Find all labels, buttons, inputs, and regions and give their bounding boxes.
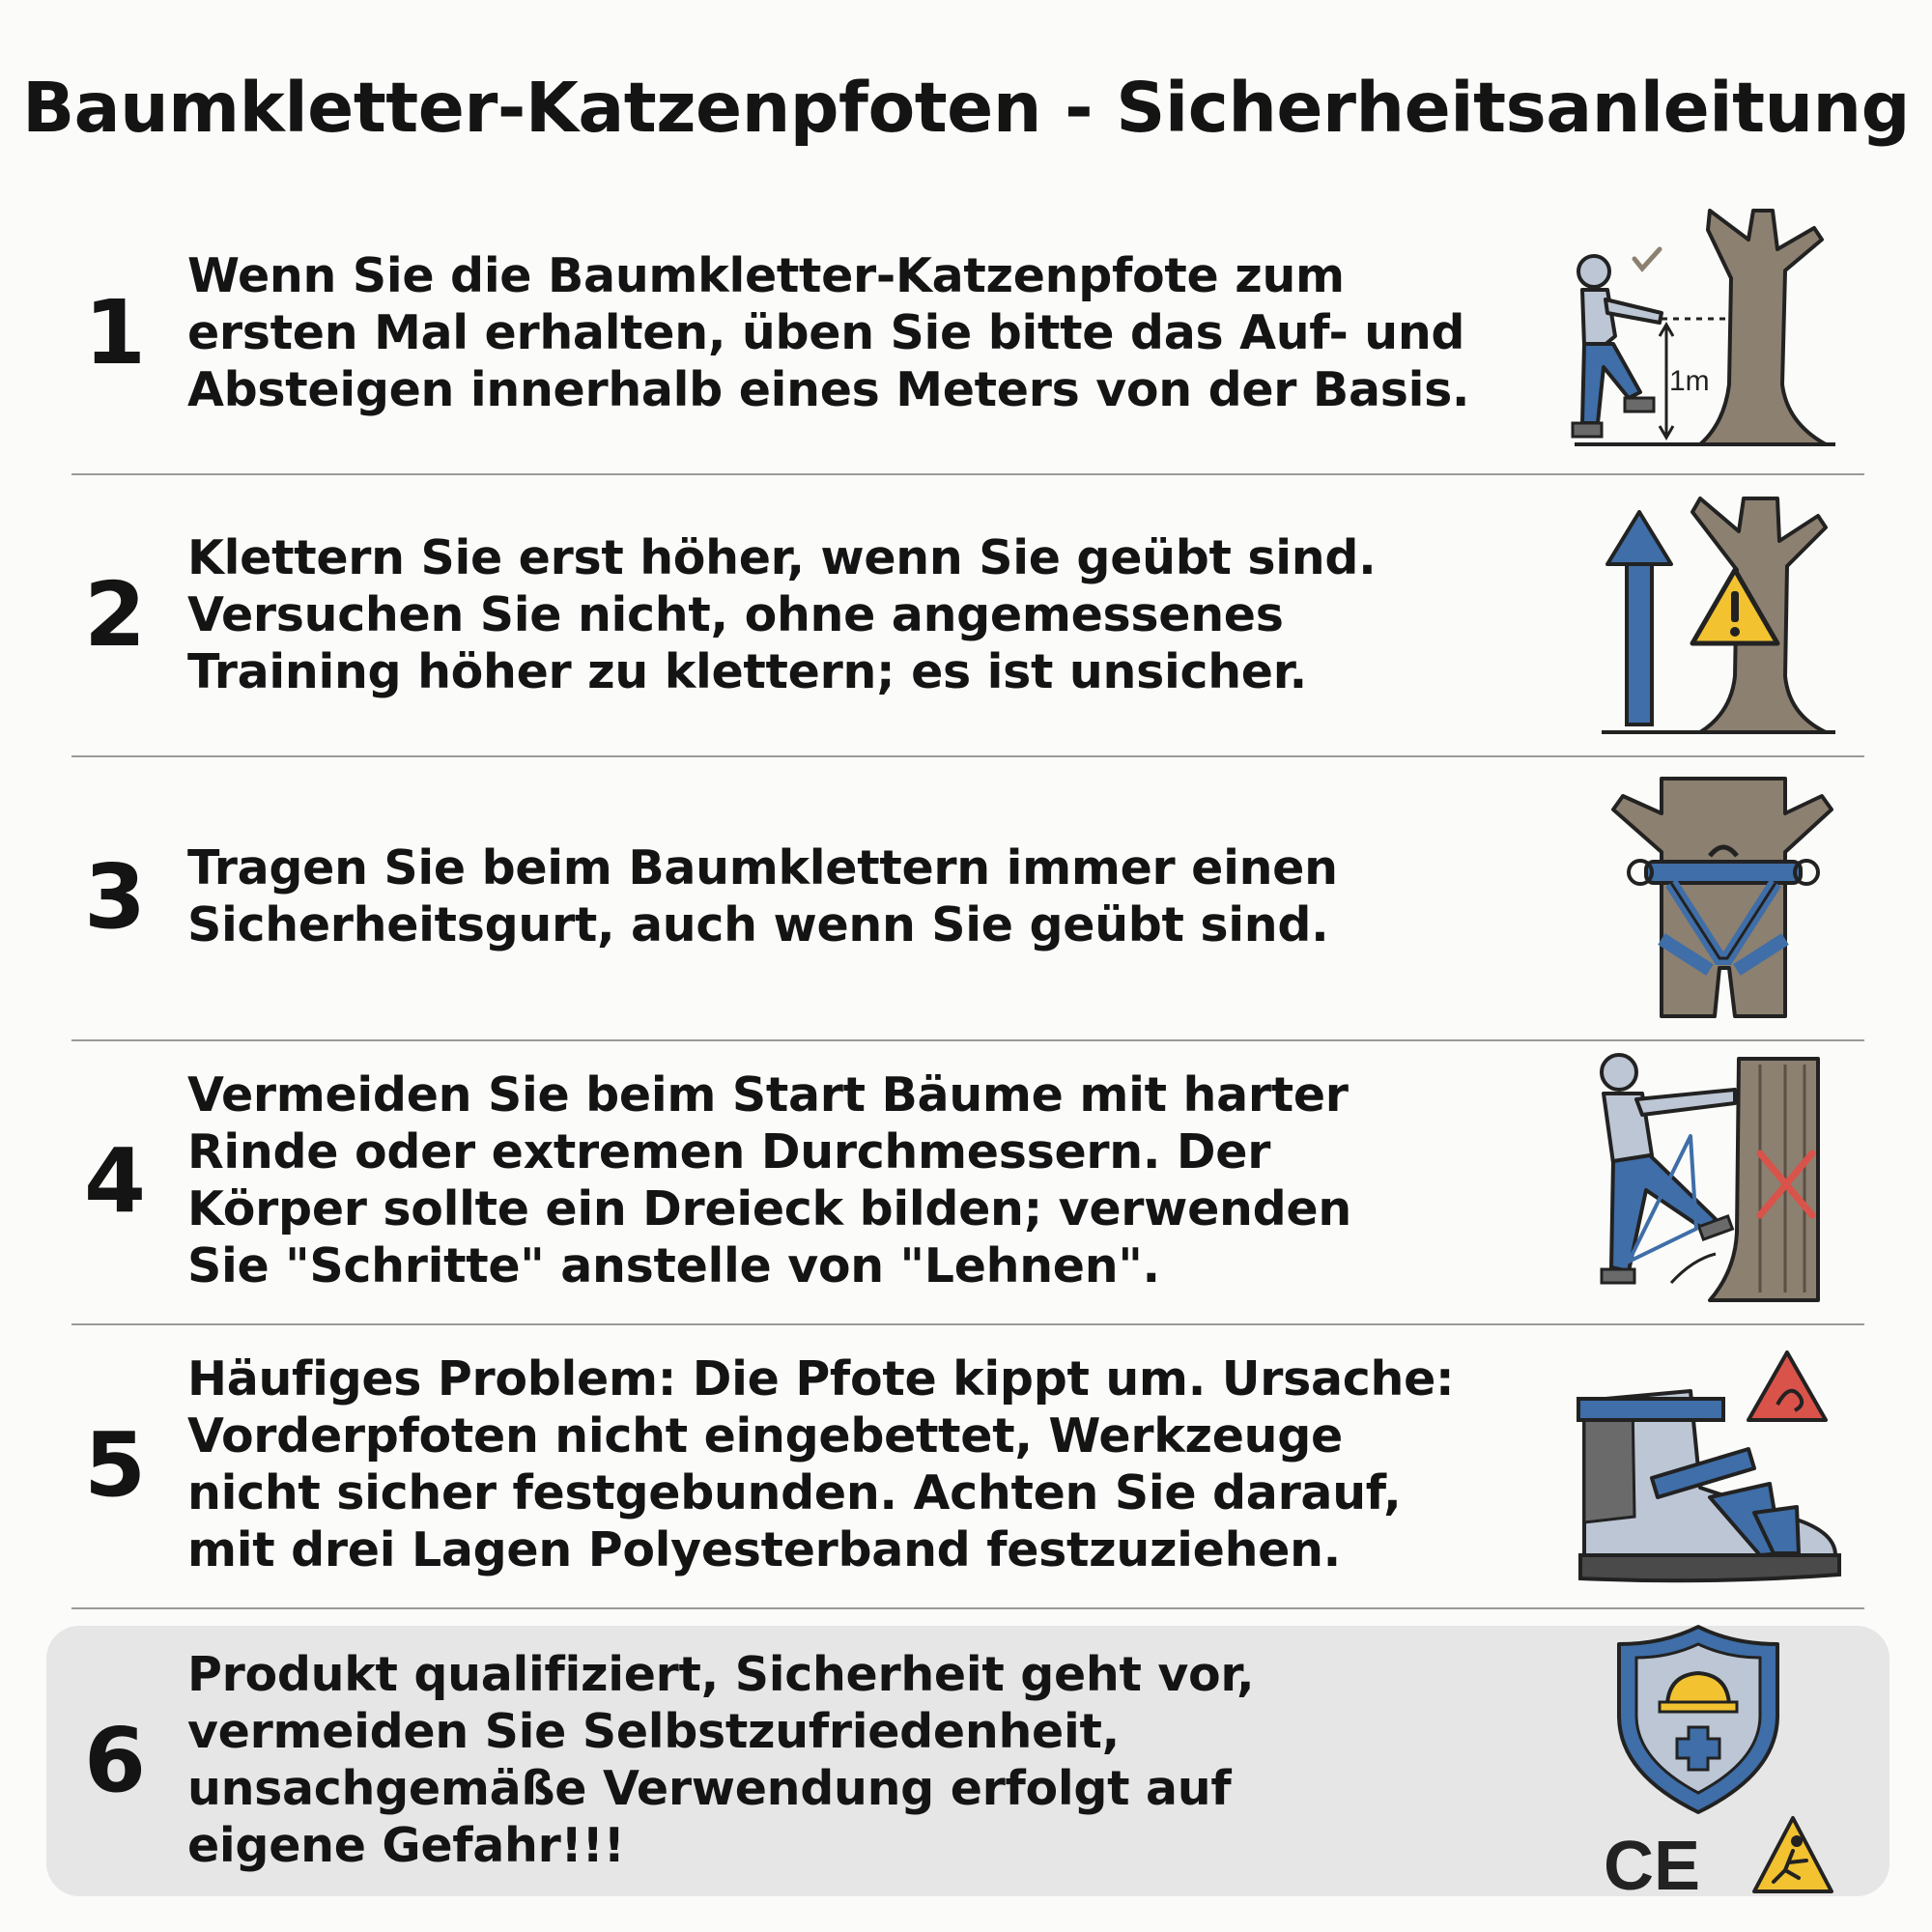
step-text-line: mit drei Lagen Polyesterband festzuziehen. (187, 1522, 1342, 1577)
step-text-line: Training höher zu klettern; es ist unsicher. (187, 643, 1307, 699)
ce-mark: CE (1604, 1828, 1701, 1901)
instruction-step-3 (71, 755, 1864, 1037)
divider (71, 1607, 1864, 1609)
step-text (187, 1039, 1540, 1321)
step-text-line: Klettern Sie erst höher, wenn Sie geübt sind. (187, 529, 1377, 585)
step-text-line: Absteigen innerhalb eines Meters von der Basis. (187, 361, 1470, 417)
tree-warning-up-arrow-icon (1546, 473, 1864, 755)
step-text-line: ersten Mal erhalten, üben Sie bitte das Auf- und (187, 304, 1465, 360)
step-number: 6 (83, 1708, 146, 1812)
step-text (187, 473, 1540, 755)
instruction-step-6 (71, 1619, 1864, 1901)
step-text-line: Rinde oder extremen Durchmessern. Der (187, 1124, 1271, 1179)
step-number: 2 (83, 562, 146, 667)
step-text-line: Produkt qualifiziert, Sicherheit geht vor, (187, 1647, 1255, 1702)
step-text-line: nicht sicher festgebunden. Achten Sie darauf, (187, 1465, 1402, 1520)
step-text-line: unsachgemäße Verwendung erfolgt auf (187, 1761, 1232, 1816)
step-number: 3 (83, 844, 146, 949)
step-text-line: eigene Gefahr!!! (187, 1818, 625, 1873)
step-number: 4 (83, 1128, 146, 1233)
step-text-line: Sie "Schritte" anstelle von "Lehnen". (187, 1238, 1160, 1293)
step-text-line: Wenn Sie die Baumkletter-Katzenpfote zum (187, 247, 1345, 303)
step-text (187, 191, 1540, 473)
page-title: Baumkletter-Katzenpfoten - Sicherheitsanleitung (22, 68, 1910, 148)
step-text-line: Sicherheitsgurt, auch wenn Sie geübt sind. (187, 897, 1329, 952)
step-text (187, 1323, 1540, 1605)
step-text-line: Versuchen Sie nicht, ohne angemessenes (187, 586, 1284, 642)
step-number: 1 (83, 280, 146, 384)
step-text (187, 1619, 1540, 1901)
instruction-step-4 (71, 1039, 1864, 1321)
height-label: 1m (1669, 365, 1710, 397)
step-text-line: Häufiges Problem: Die Pfote kippt um. Ursache: (187, 1351, 1455, 1406)
person-practicing-at-tree-base-icon (1546, 191, 1864, 473)
step-text-line: vermeiden Sie Selbstzufriedenheit, (187, 1704, 1120, 1759)
instruction-step-1 (71, 191, 1864, 473)
safety-harness-icon (1546, 755, 1864, 1037)
instruction-step-2 (71, 473, 1864, 755)
step-text-line: Körper sollte ein Dreieck bilden; verwenden (187, 1181, 1351, 1236)
climber-triangle-posture-icon (1546, 1039, 1864, 1321)
step-text (187, 755, 1540, 1037)
step-number: 5 (83, 1412, 146, 1517)
step-text-line: Tragen Sie beim Baumklettern immer einen (187, 840, 1338, 895)
strapped-boot-icon (1546, 1323, 1864, 1605)
step-text-line: Vorderpfoten nicht eingebettet, Werkzeuge (187, 1408, 1343, 1463)
instruction-step-5 (71, 1323, 1864, 1605)
step-text-line: Vermeiden Sie beim Start Bäume mit harter (187, 1067, 1349, 1122)
safety-shield-ce-icon (1546, 1619, 1864, 1901)
